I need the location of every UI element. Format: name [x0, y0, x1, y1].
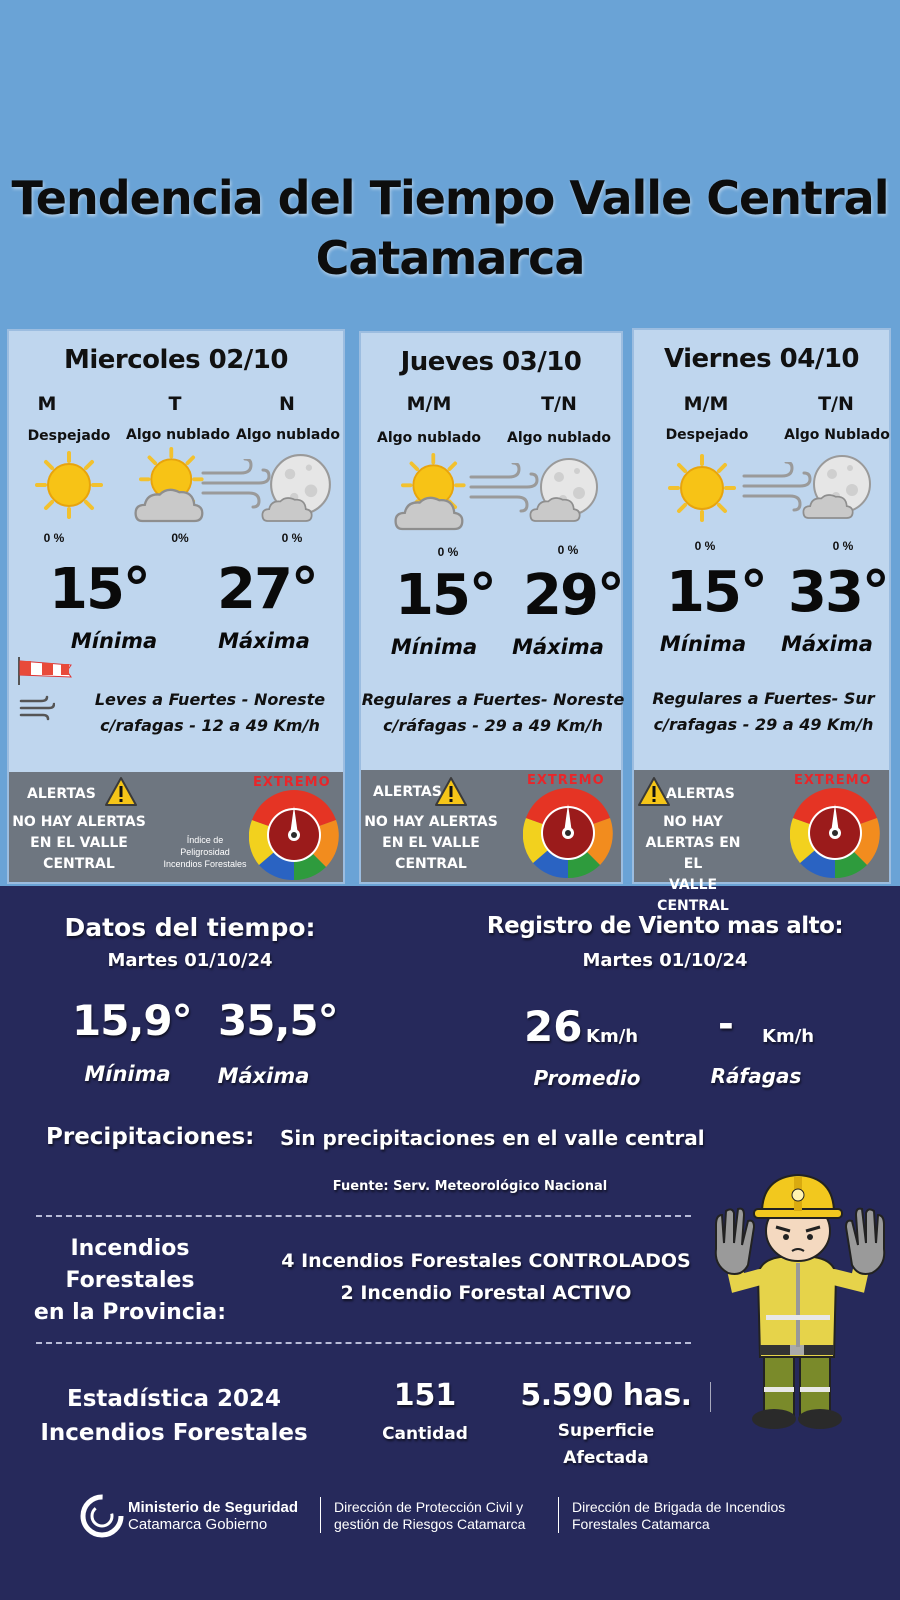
- dept1-line2: gestión de Riesgos Catamarca: [334, 1516, 526, 1532]
- sun-icon: [35, 451, 105, 521]
- alert-line: CENTRAL: [43, 856, 115, 872]
- weather-data-date: Martes 01/10/24: [107, 950, 273, 971]
- min-temp: 15°: [49, 557, 149, 622]
- affected-area: 5.590 has.: [520, 1378, 692, 1413]
- footer-separator: [558, 1497, 559, 1533]
- min-label: Mínima: [70, 629, 158, 653]
- precip-pct: 0 %: [281, 531, 303, 545]
- precip-pct: 0%: [171, 531, 189, 545]
- min-label: Mínima: [390, 635, 478, 659]
- alert-line: CENTRAL: [395, 856, 467, 872]
- alert-title: ALERTAS: [27, 786, 96, 802]
- precip-pct: 0 %: [557, 543, 579, 557]
- max-label: Máxima: [781, 632, 873, 656]
- fire-danger-gauge-icon: [249, 790, 339, 880]
- ministry-name: Ministerio de Seguridad: [128, 1499, 299, 1516]
- page-title: [0, 168, 900, 288]
- weather-data-title: Datos del tiempo:: [64, 913, 316, 942]
- wind-gust-value: -: [718, 1002, 734, 1046]
- ministry-subtitle: Catamarca Gobierno: [128, 1516, 268, 1533]
- alert-line: ALERTAS EN EL: [645, 835, 741, 872]
- fire-danger-gauge-icon: [790, 788, 880, 878]
- dept1-line1: Dirección de Protección Civil y: [334, 1499, 524, 1515]
- precip-pct: 0 %: [43, 531, 65, 545]
- precip-pct: 0 %: [832, 539, 854, 553]
- alert-box: [9, 772, 343, 882]
- wind-gust-label: Ráfagas: [710, 1064, 802, 1088]
- divider: [36, 1215, 691, 1217]
- moon-cloud-icon: [800, 454, 874, 522]
- alert-title: ALERTAS: [666, 786, 735, 802]
- min-label: Mínima: [659, 632, 747, 656]
- fire-count-label: Cantidad: [382, 1424, 468, 1444]
- alert-line: NO HAY: [663, 814, 723, 830]
- index-line: Incendios Forestales: [163, 859, 247, 869]
- stats-title-line: Incendios Forestales: [40, 1420, 308, 1446]
- wind-avg-value: 26: [524, 1002, 583, 1051]
- wind-avg-label: Promedio: [533, 1066, 641, 1090]
- footer-separator: [320, 1497, 321, 1533]
- precip-label: Precipitaciones:: [46, 1124, 255, 1150]
- observed-min-label: Mínima: [84, 1062, 171, 1086]
- condition-text: Algo nublado: [126, 427, 230, 443]
- firefighter-mascot-icon: [710, 1165, 890, 1435]
- period-label: T/N: [818, 393, 854, 415]
- alert-box: [634, 770, 889, 914]
- wind-avg-unit: Km/h: [586, 1026, 639, 1047]
- fire-count: 151: [393, 1378, 457, 1413]
- alert-line: VALLE CENTRAL: [657, 877, 729, 914]
- day-panel-friday: [632, 328, 891, 914]
- dept2-line1: Dirección de Brigada de Incendios: [572, 1499, 786, 1515]
- alert-line: NO HAY ALERTAS: [364, 814, 498, 830]
- fires-label-line: Incendios: [70, 1236, 190, 1261]
- day-title: Viernes 04/10: [663, 344, 860, 374]
- wind-gust-icon: [19, 693, 55, 723]
- alert-line: NO HAY ALERTAS: [12, 814, 146, 830]
- wind-line-2: c/rafagas - 29 a 49 Km/h: [653, 715, 874, 734]
- warning-icon: [105, 776, 137, 807]
- wind-gust-unit: Km/h: [762, 1026, 815, 1047]
- condition-text: Despejado: [27, 428, 111, 444]
- affected-area-label: [536, 1418, 676, 1472]
- day-title: Miercoles 02/10: [64, 345, 288, 375]
- fires-controlled: 4 Incendios Forestales CONTROLADOS: [281, 1250, 691, 1272]
- day-title: Jueves 03/10: [400, 347, 582, 377]
- sun-cloud-icon: [129, 447, 209, 527]
- observed-max-temp: 35,5°: [218, 996, 338, 1045]
- observed-min-temp: 15,9°: [72, 996, 192, 1045]
- period-label: M/M: [683, 393, 729, 415]
- max-label: Máxima: [512, 635, 604, 659]
- condition-text: Algo Nublado: [784, 427, 890, 443]
- max-temp: 29°: [523, 563, 623, 628]
- period-label: N: [279, 393, 295, 415]
- fires-label: [30, 1233, 230, 1329]
- ministry-logo-icon: [80, 1494, 124, 1538]
- sun-icon: [668, 454, 738, 524]
- fires-label-line: Forestales: [65, 1268, 195, 1293]
- danger-level: EXTREMO: [794, 773, 872, 788]
- sun-cloud-icon: [389, 453, 473, 533]
- area-label-line: Afectada: [563, 1448, 649, 1468]
- wind-line-2: c/rafagas - 12 a 49 Km/h: [100, 716, 320, 735]
- wind-line-1: Regulares a Fuertes- Sur: [652, 689, 875, 708]
- condition-text: Algo nublado: [507, 430, 611, 446]
- day-panel-wednesday: [7, 329, 345, 884]
- precip-text: Sin precipitaciones en el valle central: [280, 1126, 705, 1150]
- alert-box: [361, 770, 621, 882]
- wind-line-2: c/ráfagas - 29 a 49 Km/h: [383, 716, 603, 735]
- dept2-line2: Forestales Catamarca: [572, 1516, 710, 1532]
- moon-cloud-icon: [527, 457, 601, 525]
- title-line-1: Tendencia del Tiempo Valle Central: [11, 171, 889, 225]
- alert-title: ALERTAS: [373, 784, 442, 800]
- max-temp: 33°: [788, 560, 888, 625]
- max-temp: 27°: [217, 557, 317, 622]
- fires-label-line: en la Provincia:: [33, 1300, 227, 1325]
- stats-title-line: Estadística 2024: [66, 1386, 281, 1412]
- max-label: Máxima: [218, 629, 310, 653]
- divider: [36, 1342, 691, 1344]
- period-label: M: [37, 393, 57, 415]
- danger-level: EXTREMO: [253, 775, 331, 790]
- wind-line-1: Leves a Fuertes - Noreste: [94, 690, 326, 709]
- min-temp: 15°: [395, 563, 495, 628]
- condition-text: Despejado: [665, 427, 749, 443]
- day-panel-thursday: [359, 331, 623, 884]
- fire-danger-gauge-icon: [523, 788, 613, 878]
- index-line: Índice de: [186, 835, 224, 845]
- alert-line: EN EL VALLE: [30, 835, 128, 851]
- moon-cloud-icon: [259, 453, 333, 523]
- area-label-line: Superficie: [557, 1421, 655, 1441]
- title-line-2: Catamarca: [315, 231, 585, 285]
- min-temp: 15°: [666, 560, 766, 625]
- period-label: T: [168, 393, 182, 415]
- index-line: Peligrosidad: [180, 847, 230, 857]
- observed-max-label: Máxima: [217, 1064, 310, 1088]
- alert-message: [9, 812, 149, 875]
- wind-line-1: Regulares a Fuertes- Noreste: [361, 690, 625, 709]
- wind-record-title: Registro de Viento mas alto:: [486, 913, 844, 939]
- windsock-icon: [15, 655, 77, 685]
- fire-index-label: [157, 834, 253, 870]
- precip-pct: 0 %: [437, 545, 459, 559]
- stats-title: [34, 1382, 314, 1450]
- condition-text: Algo nublado: [236, 427, 340, 443]
- wind-record-date: Martes 01/10/24: [582, 950, 748, 971]
- alert-message: [634, 812, 752, 917]
- alert-line: EN EL VALLE: [382, 835, 480, 851]
- condition-text: Algo nublado: [377, 430, 481, 446]
- alert-message: [361, 812, 501, 875]
- precip-pct: 0 %: [694, 539, 716, 553]
- period-label: T/N: [541, 393, 577, 415]
- danger-level: EXTREMO: [527, 773, 605, 788]
- warning-icon: [435, 776, 467, 807]
- data-source: Fuente: Serv. Meteorológico Nacional: [332, 1179, 608, 1194]
- fires-active: 2 Incendio Forestal ACTIVO: [340, 1282, 632, 1304]
- period-label: M/M: [406, 393, 452, 415]
